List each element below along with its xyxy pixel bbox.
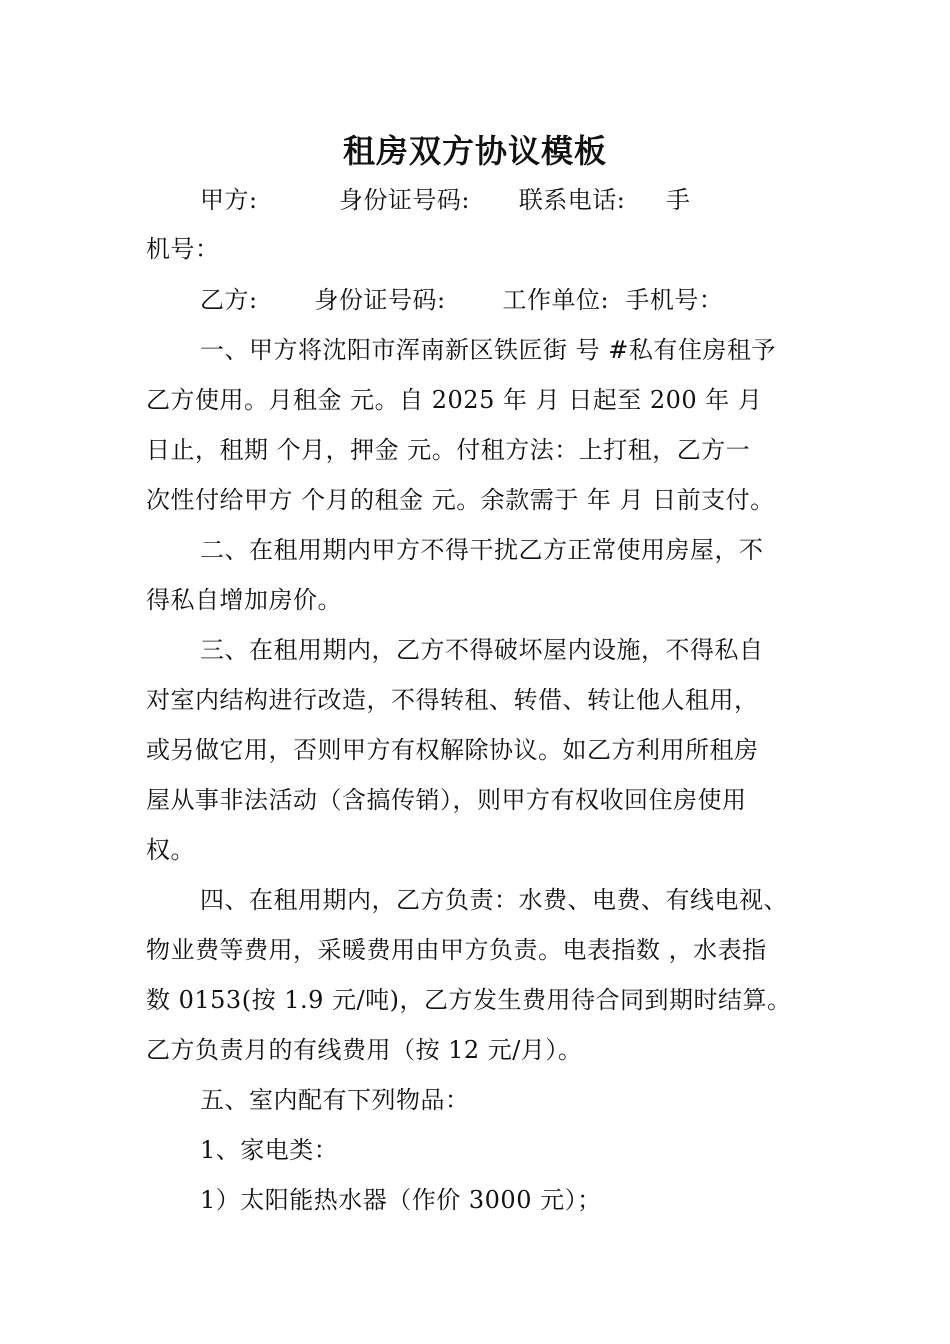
clause-4-line: 四、在租用期内，乙方负责：水费、电费、有线电视、 <box>200 886 788 914</box>
party-b-line: 乙方: 身份证号码: 工作单位: 手机号： <box>200 286 724 314</box>
text-line: 日止，租期 个月，押金 元。付租方法：上打租，乙方一 <box>146 436 751 464</box>
text-line: 得私自增加房价。 <box>146 586 342 614</box>
clause-2-line: 二、在租用期内甲方不得干扰乙方正常使用房屋，不 <box>200 536 764 564</box>
text-line: 物业费等费用，采暖费用由甲方负责。电表指数 ，水表指 <box>146 936 767 964</box>
text-line: 权。 <box>146 836 195 864</box>
text-line: 屋从事非法活动（含搞传销），则甲方有权收回住房使用 <box>146 786 747 814</box>
text-line: 次性付给甲方 个月的租金 元。余款需于 年 月 日前支付。 <box>146 486 775 514</box>
text-line: 对室内结构进行改造，不得转租、转借、转让他人租用， <box>146 686 759 714</box>
clause-3-line: 三、在租用期内，乙方不得破坏屋内设施，不得私自 <box>200 636 764 664</box>
list-heading: 1、家电类： <box>200 1136 339 1164</box>
text-line: 数 0153(按 1.9 元/吨)，乙方发生费用待合同到期时结算。 <box>146 986 792 1014</box>
text-line: 乙方负责月的有线费用（按 12 元/月）。 <box>146 1036 583 1064</box>
clause-1-line: 一、甲方将沈阳市浑南新区铁匠街 号 #私有住房租予 <box>200 336 776 364</box>
list-item: 1）太阳能热水器（作价 3000 元）； <box>200 1186 602 1214</box>
text-line: 乙方使用。月租金 元。自 2025 年 月 日起至 200 年 月 <box>146 386 763 414</box>
text-line: 或另做它用，否则甲方有权解除协议。如乙方利用所租房 <box>146 736 759 764</box>
clause-5-line: 五、室内配有下列物品： <box>200 1086 470 1114</box>
party-a-line: 甲方: 身份证号码: 联系电话: 手 <box>200 186 691 214</box>
document-title: 租房双方协议模板 <box>342 132 607 170</box>
text-line: 机号： <box>146 235 220 263</box>
